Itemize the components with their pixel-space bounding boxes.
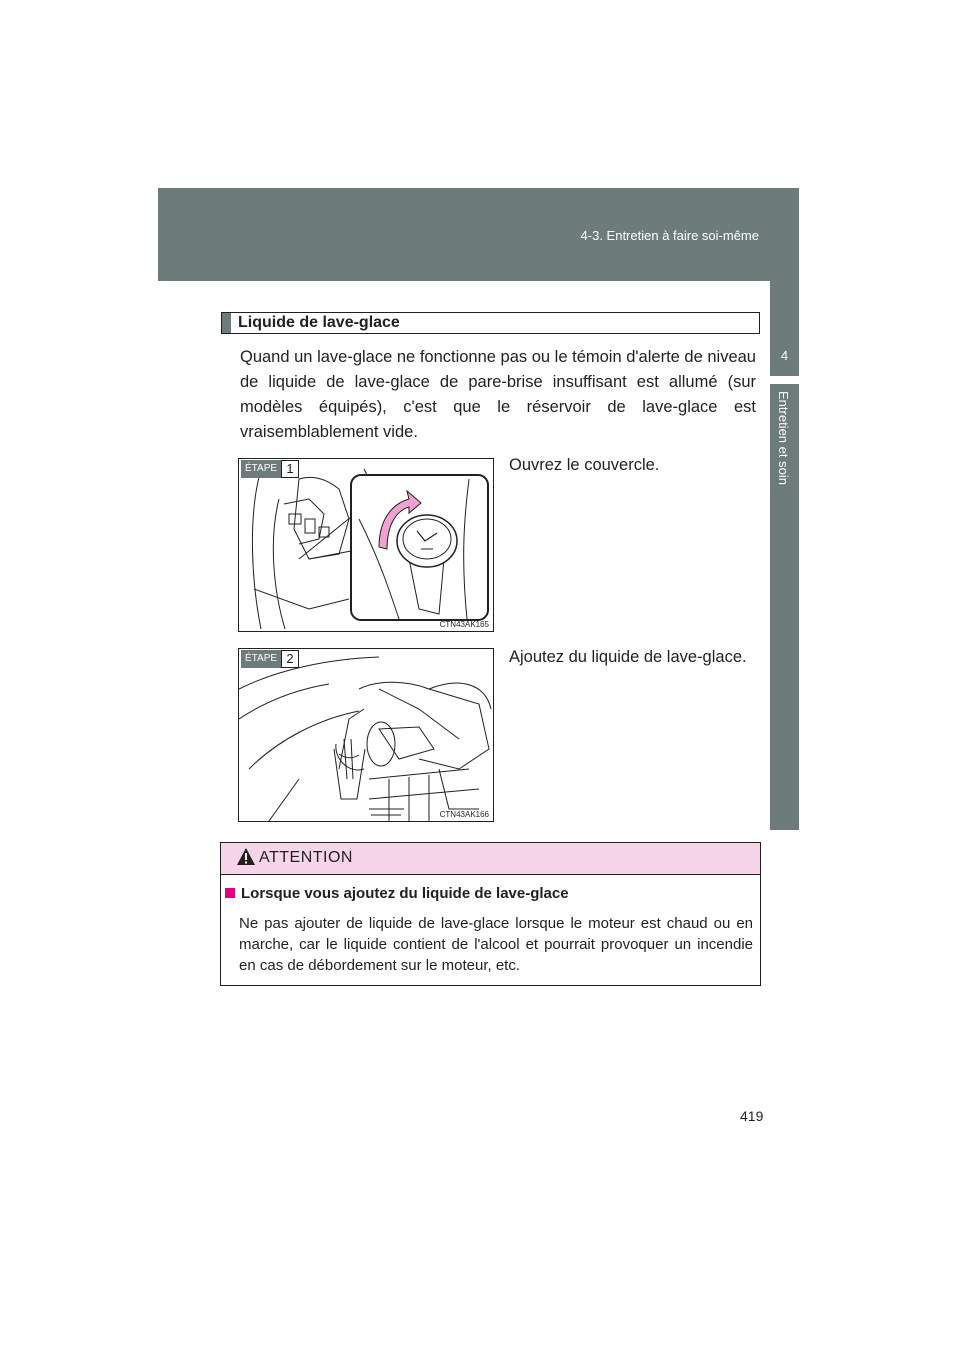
engine-reservoir-cap-illustration	[239, 459, 494, 632]
chapter-number: 4	[780, 348, 789, 363]
figure-step-1	[238, 458, 494, 632]
header-band	[158, 188, 799, 281]
chapter-label: Entretien et soin	[776, 391, 791, 485]
step-label: ÉTAPE	[241, 650, 281, 668]
intro-paragraph: Quand un lave-glace ne fonctionne pas ou le témoin d'alerte de niveau de liquide de lave-glace de pare-brise insuffisant est allumé (sur modèles équipés), c'est que le réservoir de lave-glace est vraisemblablement vide.	[240, 348, 756, 441]
step-badge-1	[241, 460, 299, 478]
heading-accent-bar	[222, 313, 231, 333]
section-title: Liquide de lave-glace	[238, 314, 400, 331]
step-label: ÉTAPE	[241, 460, 281, 478]
warning-title: ATTENTION	[259, 849, 353, 866]
figure-code: CTN43AK166	[439, 810, 489, 819]
tab-divider	[770, 376, 799, 384]
warning-triangle-icon	[236, 847, 256, 867]
warning-header	[221, 843, 760, 875]
figure-code: CTN43AK165	[439, 620, 489, 629]
step-badge-2	[241, 650, 299, 668]
step-number: 2	[281, 650, 299, 668]
adding-washer-fluid-illustration	[239, 649, 494, 822]
warning-item-heading	[225, 885, 569, 902]
section-heading	[221, 312, 760, 334]
step-1-text: Ouvrez le couvercle.	[509, 456, 660, 474]
warning-body: Ne pas ajouter de liquide de lave-glace lorsque le moteur est chaud ou en marche, car le liquide contient de l'alcool et pourrait provoquer un incendie en cas de débordement sur le moteur, etc.	[239, 915, 753, 974]
chapter-side-tab	[770, 281, 799, 830]
figure-step-2	[238, 648, 494, 822]
chapter-label-wrap	[772, 391, 796, 691]
section-breadcrumb: 4-3. Entretien à faire soi-même	[580, 228, 759, 243]
warning-box	[220, 842, 761, 986]
step-number: 1	[281, 460, 299, 478]
bullet-square-icon	[225, 888, 235, 898]
step-2-text: Ajoutez du liquide de lave-glace.	[509, 648, 747, 666]
page-number: 419	[740, 1108, 764, 1124]
warning-item-title: Lorsque vous ajoutez du liquide de lave-glace	[241, 885, 569, 902]
